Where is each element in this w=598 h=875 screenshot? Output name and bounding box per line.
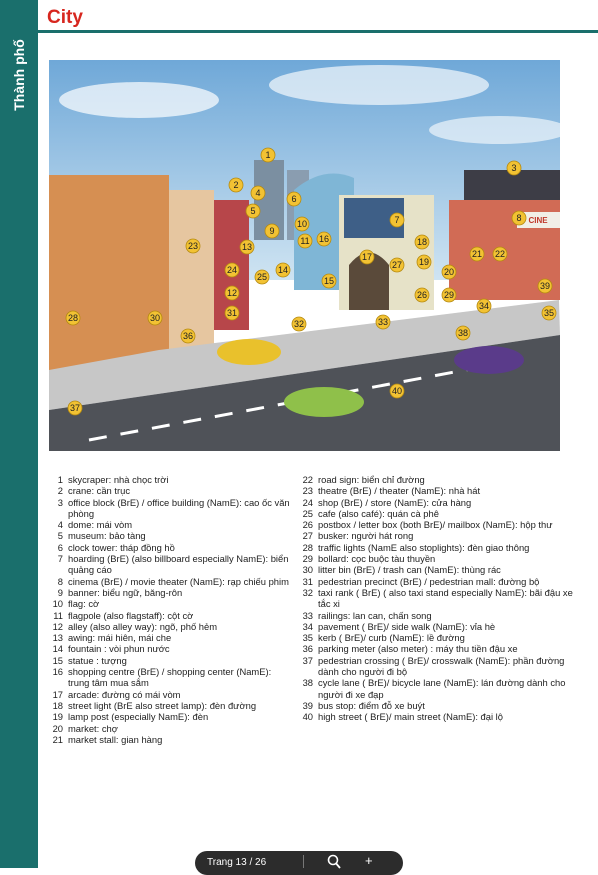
- list-item: 21 market stall: gian hàng: [52, 733, 163, 745]
- svg-text:5: 5: [250, 206, 256, 216]
- list-item: 20 market: chợ: [52, 722, 118, 734]
- building: [49, 175, 169, 375]
- list-item: 7 hoarding (BrE) (also billboard especially NamE): biển quảng cáo: [57, 553, 289, 576]
- marker-7: [390, 213, 404, 227]
- svg-text:34: 34: [478, 301, 490, 311]
- list-item: 12 alley (also alley way): ngõ, phố hẻm: [52, 620, 218, 632]
- list-item: 31 pedestrian precinct (BrE) / pedestrian mall: đường bộ: [302, 575, 540, 587]
- svg-text:9: 9: [269, 226, 275, 236]
- svg-text:28: 28: [67, 313, 79, 323]
- svg-text:13: 13: [241, 242, 253, 252]
- svg-text:32: 32: [293, 319, 305, 329]
- marker-6: [287, 192, 301, 206]
- vocab-list-left: [50, 474, 294, 745]
- svg-text:22: 22: [494, 249, 506, 259]
- list-item: 13 awing: mái hiên, mái che: [52, 632, 172, 644]
- svg-text:25: 25: [256, 272, 268, 282]
- marker-10: [295, 217, 309, 231]
- marker-2: [229, 178, 243, 192]
- marker-27: [390, 258, 404, 272]
- list-item: 11 flagpole (also flagstaff): cột cờ: [53, 609, 194, 621]
- plus-icon[interactable]: +: [365, 853, 373, 868]
- cloud: [269, 65, 489, 105]
- svg-text:33: 33: [377, 317, 389, 327]
- list-item: 39 bus stop: điểm đỗ xe buýt: [302, 699, 425, 711]
- list-item: 28 traffic lights (NamE also stoplights): đèn giao thông: [302, 541, 530, 553]
- marker-38: [456, 326, 470, 340]
- svg-text:35: 35: [543, 308, 555, 318]
- marker-34: [477, 299, 491, 313]
- vocab-list-right: [300, 474, 582, 723]
- marker-21: [470, 247, 484, 261]
- svg-text:12: 12: [226, 288, 238, 298]
- marker-37: [68, 401, 82, 415]
- list-item: 24 shop (BrE) / store (NamE): cửa hàng: [302, 496, 472, 508]
- marker-15: [322, 274, 336, 288]
- list-item: 14 fountain : vòi phun nước: [52, 643, 170, 655]
- svg-text:37: 37: [69, 403, 81, 413]
- list-item: 30 litter bin (BrE) / trash can (NamE): thùng rác: [302, 564, 501, 576]
- yellow-taxi: [217, 339, 281, 365]
- sidebar-label: Thành phố: [11, 39, 27, 111]
- list-item: 17 arcade: đường có mái vòm: [52, 688, 181, 700]
- marker-39: [538, 279, 552, 293]
- marker-28: [66, 311, 80, 325]
- marker-36: [181, 329, 195, 343]
- svg-text:1: 1: [265, 150, 271, 160]
- marker-29: [442, 288, 456, 302]
- svg-text:15: 15: [323, 276, 335, 286]
- svg-text:21: 21: [471, 249, 483, 259]
- svg-text:38: 38: [457, 328, 469, 338]
- list-item: 3 office block (BrE) / office building (NamE): cao ốc văn phòng: [57, 496, 290, 519]
- svg-text:14: 14: [277, 265, 289, 275]
- marker-33: [376, 315, 390, 329]
- page-title: City: [47, 7, 83, 28]
- list-item: 26 postbox / letter box (both BrE)/ mailbox (NamE): hộp thư: [302, 519, 553, 531]
- list-item: 40 high street ( BrE)/ main street (NamE): đại lộ: [302, 711, 503, 723]
- list-item: 4 dome: mái vòm: [57, 519, 133, 531]
- list-item: 36 parking meter (also meter) : máy thu tiền đậu xe: [302, 643, 518, 655]
- svg-text:40: 40: [391, 386, 403, 396]
- list-item: 29 bollard: cọc buộc tàu thuyền: [302, 553, 436, 565]
- list-item: 27 busker: người hát rong: [302, 530, 414, 542]
- marker-31: [225, 306, 239, 320]
- list-item: 9 banner: biểu ngữ, băng-rôn: [57, 586, 183, 598]
- svg-text:23: 23: [187, 241, 199, 251]
- zoom-icon[interactable]: [327, 854, 341, 873]
- svg-text:20: 20: [443, 267, 455, 277]
- page-navigator[interactable]: [195, 851, 403, 875]
- side-strip: [0, 0, 38, 868]
- svg-text:36: 36: [182, 331, 194, 341]
- marker-40: [390, 384, 404, 398]
- list-item: 10 flag: cờ: [52, 598, 100, 610]
- marker-9: [265, 224, 279, 238]
- marker-12: [225, 286, 239, 300]
- marker-25: [255, 270, 269, 284]
- total-pages: 26: [255, 857, 267, 868]
- purple-car: [454, 346, 524, 374]
- list-item: 1 skycraper: nhà chọc trời: [57, 474, 169, 485]
- marker-22: [493, 247, 507, 261]
- marker-16: [317, 232, 331, 246]
- list-item: 33 railings: lan can, chấn song: [302, 609, 432, 621]
- list-item: 34 pavement ( BrE)/ side walk (NamE): vỉa hè: [302, 620, 496, 632]
- svg-text:26: 26: [416, 290, 428, 300]
- svg-text:27: 27: [391, 260, 403, 270]
- marker-35: [542, 306, 556, 320]
- svg-text:2: 2: [233, 180, 239, 190]
- marker-30: [148, 311, 162, 325]
- svg-text:24: 24: [226, 265, 238, 275]
- marker-26: [415, 288, 429, 302]
- svg-text:17: 17: [361, 252, 373, 262]
- marker-32: [292, 317, 306, 331]
- list-item: 35 kerb ( BrE)/ curb (NamE): lề đường: [302, 632, 465, 644]
- svg-text:7: 7: [394, 215, 400, 225]
- marker-5: [246, 204, 260, 218]
- list-item: 2 crane: cần trục: [57, 485, 131, 497]
- svg-text:6: 6: [291, 194, 297, 204]
- list-item: 15 statue : tượng: [52, 654, 127, 666]
- list-item: 19 lamp post (especially NamE): đèn: [52, 711, 209, 723]
- building: [169, 190, 214, 350]
- svg-text:11: 11: [300, 236, 310, 246]
- list-item: 32 taxi rank ( BrE) ( also taxi stand especially NamE): bãi đậu xe tắc xi: [302, 586, 573, 610]
- title-rule: [38, 30, 598, 33]
- list-item: 37 pedestrian crossing ( BrE)/ crosswalk (NamE): phần đường dành cho người đi bộ: [302, 654, 565, 678]
- marker-20: [442, 265, 456, 279]
- page-indicator: Trang 13 / 26: [207, 857, 267, 868]
- svg-text:8: 8: [516, 213, 522, 223]
- svg-text:10: 10: [296, 219, 308, 229]
- cinema-sign-text: CINE: [528, 216, 548, 225]
- marker-19: [417, 255, 431, 269]
- list-item: 18 street light (BrE also street lamp): đèn đường: [52, 699, 257, 711]
- svg-text:39: 39: [539, 281, 551, 291]
- list-item: 16 shopping centre (BrE) / shopping center (NamE): trung tâm mua sắm: [52, 666, 272, 689]
- list-item: 22 road sign: biển chỉ đường: [302, 474, 425, 485]
- svg-text:4: 4: [255, 188, 261, 198]
- list-item: 5 museum: bảo tàng: [57, 530, 146, 542]
- svg-text:30: 30: [149, 313, 161, 323]
- marker-23: [186, 239, 200, 253]
- list-item: 25 cafe (also café): quán cà phê: [302, 507, 439, 519]
- marker-18: [415, 235, 429, 249]
- svg-text:16: 16: [318, 234, 330, 244]
- city-illustration: [49, 60, 560, 451]
- current-page[interactable]: 13: [235, 857, 247, 868]
- marker-1: [261, 148, 275, 162]
- marker-3: [507, 161, 521, 175]
- svg-text:3: 3: [511, 163, 517, 173]
- marker-13: [240, 240, 254, 254]
- svg-text:31: 31: [226, 308, 238, 318]
- marker-24: [225, 263, 239, 277]
- list-item: 38 cycle lane ( BrE)/ bicycle lane (NamE): lán đường dành cho người đi xe đạp: [302, 677, 566, 700]
- list-item: 8 cinema (BrE) / movie theater (NamE): rạp chiếu phim: [57, 575, 289, 587]
- list-item: 23 theatre (BrE) / theater (NamE): nhà hát: [302, 485, 481, 497]
- svg-text:29: 29: [443, 290, 455, 300]
- marker-17: [360, 250, 374, 264]
- svg-text:18: 18: [416, 237, 428, 247]
- marker-14: [276, 263, 290, 277]
- marker-4: [251, 186, 265, 200]
- city-scene: [49, 60, 560, 451]
- cloud: [59, 82, 219, 118]
- pager-divider: [303, 855, 304, 868]
- marker-11: [298, 234, 312, 248]
- marker-8: [512, 211, 526, 225]
- svg-text:19: 19: [418, 257, 430, 267]
- green-car: [284, 387, 364, 417]
- list-item: 6 clock tower: tháp đồng hồ: [57, 541, 175, 553]
